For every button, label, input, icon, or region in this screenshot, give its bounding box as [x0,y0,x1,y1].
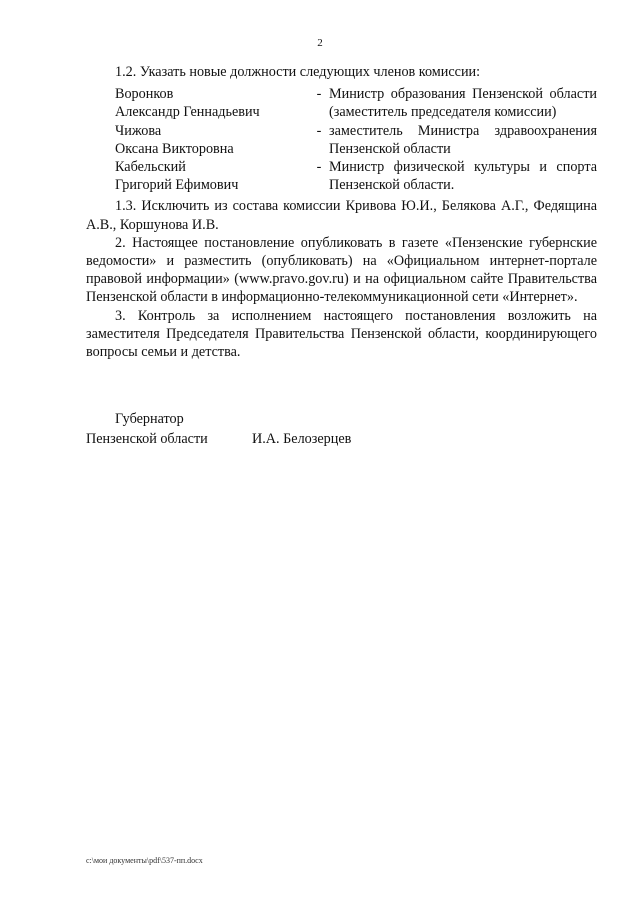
signature-title: Губернатор [115,411,184,427]
member-row [86,85,597,121]
signature-region: Пензенской области [86,431,208,447]
member-row [86,158,597,194]
signature-block [86,409,386,449]
member-position: Министр физической культуры и спорта Пензенской области. [329,159,597,194]
signature-line [86,429,386,449]
member-name [86,158,309,194]
member-given-names: Григорий Ефимович [115,177,239,194]
member-dash: - [316,86,322,103]
member-surname: Чижова [115,122,162,139]
members-table [86,85,597,194]
member-name [86,122,309,158]
member-name [86,85,309,121]
paragraph-1-2: 1.2. Указать новые должности следующих членов комиссии: [115,64,481,80]
member-dash: - [316,159,322,176]
paragraph-3: 3. Контроль за исполнением настоящего постановления возложить на заместителя Председателя Правительства Пензенской области, координирующего вопросы семьи и детства. [86,307,597,361]
page-number: 2 [317,37,323,49]
paragraph-1-3: 1.3. Исключить из состава комиссии Кривова Ю.И., Белякова А.Г., Федящина А.В., Коршунова И.В. [86,198,597,233]
member-given-names: Оксана Викторовна [115,140,234,157]
paragraph-2: 2. Настоящее постановление опубликовать в газете «Пензенские губернские ведомости» и разместить (опубликовать) на «Официальном интернет-портале правовой информации» (www.pravo.gov.ru) и на официальном сайте Правительства Пензенской области в информационно-телекоммуникационной сети «Интернет». [86,234,597,306]
document-body [86,63,597,361]
footer-file-path: c:\мои документы\pdf\537-пп.docx [86,856,203,865]
member-dash: - [316,122,322,139]
member-position: заместитель Министра здравоохранения Пензенской области [329,122,597,157]
member-row [86,122,597,158]
signature-name: И.А. Белозерцев [252,431,352,447]
member-position: Министр образования Пензенской области (заместитель председателя комиссии) [329,86,597,121]
member-surname: Кабельский [115,159,186,176]
member-given-names: Александр Геннадьевич [115,104,260,121]
member-surname: Воронков [115,86,174,103]
